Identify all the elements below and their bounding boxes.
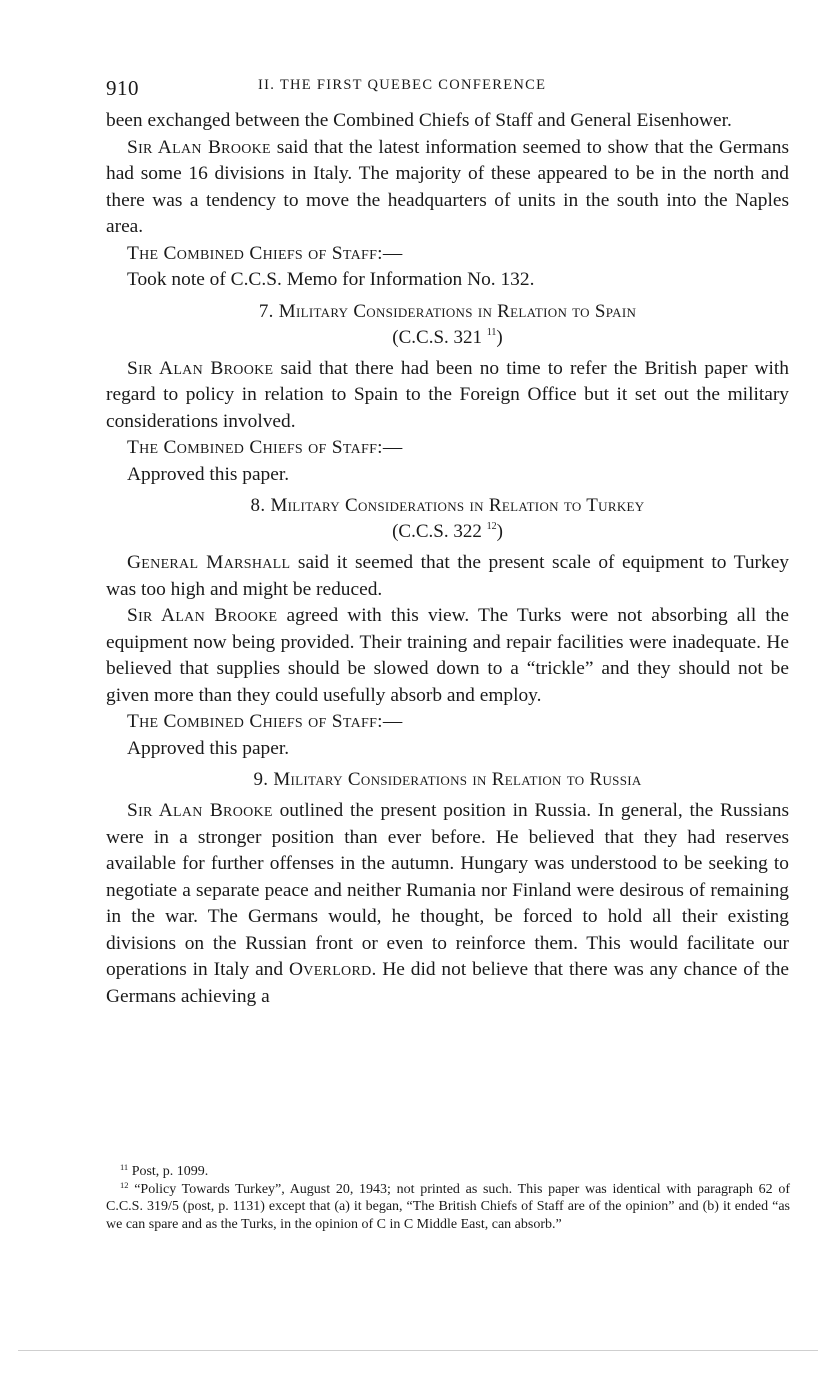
paragraph-brooke-spain (106, 356, 789, 436)
footnote-text: Post, p. 1099. (128, 1164, 209, 1179)
section-reference-8 (106, 519, 789, 545)
combined-chiefs-line: The Combined Chiefs of Staff:— (127, 711, 403, 732)
reference-close: ) (496, 326, 503, 348)
speaker-name: General Marshall (127, 552, 291, 573)
footnote-number: 11 (120, 1162, 129, 1172)
paragraph-brooke-intel (106, 135, 789, 241)
action-line: Approved this paper. (127, 737, 290, 759)
speaker-name: Sir Alan Brooke (127, 357, 274, 379)
speaker-name: Sir Alan Brooke (127, 136, 271, 158)
paragraph-marshall-turkey (106, 550, 789, 603)
paragraph-continued: been exchanged between the Combined Chiefs of Staff and General Eisenhower. (106, 110, 732, 131)
footnote-number: 12 (120, 1179, 129, 1190)
footnote-marker: 11 (486, 326, 497, 338)
paragraph-text: said that there had been no time to refer the British paper with regard to policy in relation to Spain to the Foreign Office but it set out the military considerations involved. (106, 357, 789, 432)
combined-chiefs-line: The Combined Chiefs of Staff:— (127, 437, 403, 458)
paragraph-text: agreed with this view. The Turks were not absorbing all the equipment now being provided. Their training and repair facilities were inadequate. He believed that supplies should be slowed down to a “trickle” and they should not be given more than they could usefully absorb and employ. (106, 605, 790, 706)
action-line: Took note of C.C.S. Memo for Information No. 132. (127, 269, 535, 290)
paragraph-brooke-turkey (106, 603, 789, 709)
section-heading-8: 8. Military Considerations in Relation to Turkey (250, 495, 645, 516)
reference-close: ) (496, 521, 503, 542)
paragraph-text: said it seemed that the present scale of equipment to Turkey was too high and might be reduced. (106, 552, 789, 600)
bottom-scan-edge (18, 1350, 818, 1351)
section-reference-7 (106, 325, 789, 351)
speaker-name: Sir Alan Brooke (127, 605, 278, 626)
paragraph-text: outlined the present position in Russia. In general, the Russians were in a stronger position than ever before. He believed that they had reserves available for further offenses in the autumn. Hungary was understood to be seeking to negotiate a separate peace and neither Rumania nor Finland were desirous of remaining in the war. The Germans would, he thought, be forced to hold all their existing divisions on the Russian front or even to reinforce them. This would facilitate our operations in Italy and (106, 800, 789, 980)
running-head (106, 68, 789, 108)
running-title: II. THE FIRST QUEBEC CONFERENCE (258, 77, 547, 93)
speaker-name: Sir Alan Brooke (127, 800, 273, 821)
combined-chiefs-line: The Combined Chiefs of Staff:— (127, 242, 403, 264)
operation-name: Overlord (288, 959, 372, 980)
page-number: 910 (106, 76, 139, 100)
paragraph-text: . He did not believe that there was any chance of the Germans achieving a (106, 959, 790, 1007)
footnote-text: “Policy Towards Turkey”, August 20, 1943; not printed as such. This paper was identical with paragraph 62 of C.C.S. 319/5 (post, p. 1131) except that (a) it began, “The British Chiefs of Staff are of the opinion” and (b) it ended “as we can spare and as the Turks, in the opinion of C in C Middle East, can absorb.” (106, 1181, 790, 1232)
reference-text: (C.C.S. 322 (392, 521, 482, 542)
document-page (106, 68, 789, 1010)
reference-text: (C.C.S. 321 (392, 326, 483, 348)
footnote-marker: 12 (486, 521, 497, 532)
footnote-11 (106, 1163, 790, 1181)
action-line: Approved this paper. (127, 463, 290, 485)
paragraph-text: said that the latest information seemed to show that the Germans had some 16 divisions in Italy. The majority of these appeared to be in the north and there was a tendency to move the headquarters of units in the south into the Naples area. (106, 136, 789, 237)
footnotes (106, 1163, 790, 1233)
footnote-12 (106, 1181, 790, 1234)
section-heading-9: 9. Military Considerations in Relation to Russia (253, 769, 642, 790)
section-heading-7: 7. Military Considerations in Relation to Spain (258, 300, 637, 322)
paragraph-brooke-russia (106, 798, 789, 1010)
